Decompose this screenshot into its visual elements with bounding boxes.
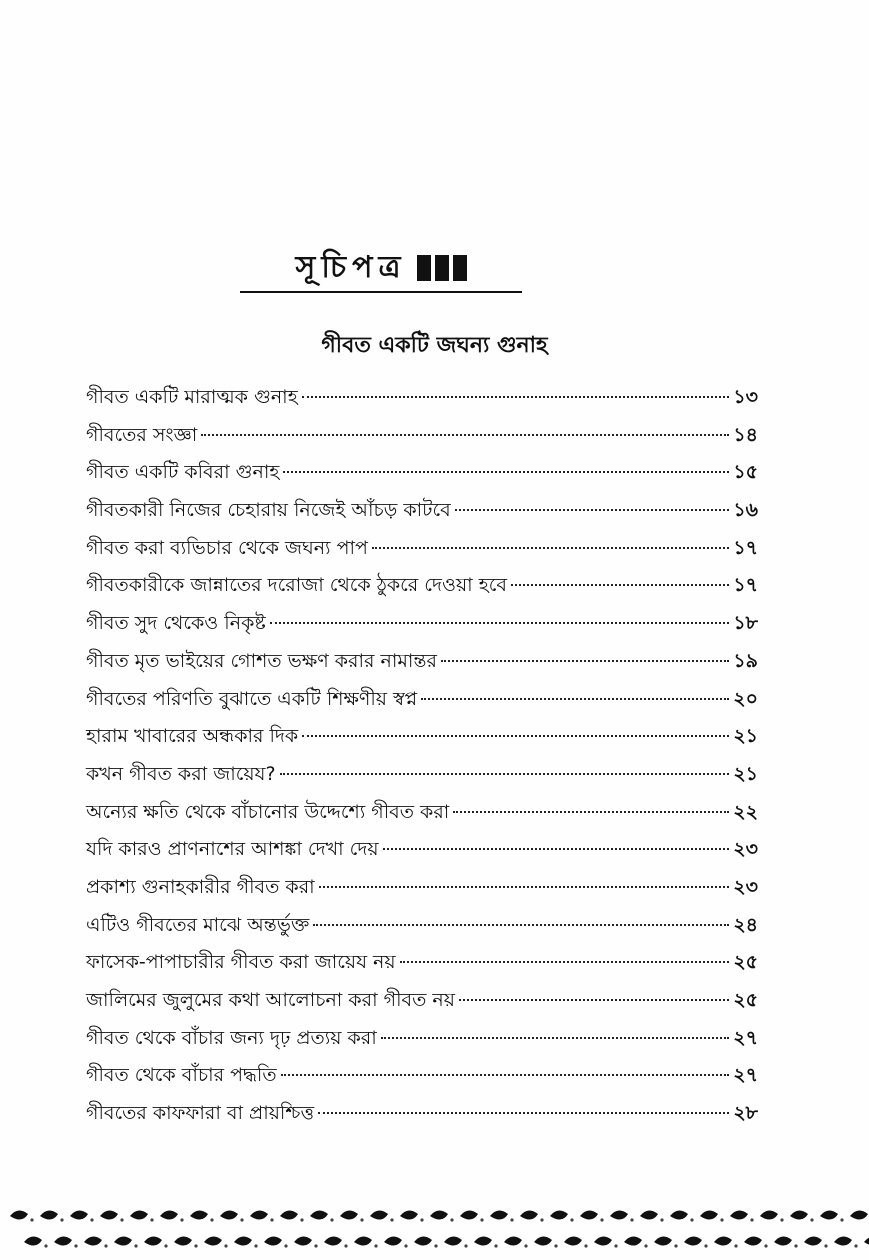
toc-entry <box>86 1098 758 1136</box>
ornament-dot <box>494 1244 497 1247</box>
ornament-leaf <box>444 1236 462 1245</box>
ornament-dot <box>464 1244 467 1247</box>
ornament-leaf <box>354 1236 372 1245</box>
ornament-leaf <box>850 1210 868 1219</box>
page-title-text: সূচিপত্র <box>295 250 407 285</box>
ornament-leaf <box>804 1236 822 1245</box>
ornament-leaf <box>160 1210 178 1219</box>
toc-leader-dots <box>302 396 730 398</box>
ornament-dot <box>644 1244 647 1247</box>
toc-leader-dots <box>421 698 729 700</box>
ornament-leaf <box>864 1236 869 1245</box>
ornament-leaf <box>564 1236 582 1245</box>
ornament-leaf <box>474 1236 492 1245</box>
ornament-dot <box>374 1244 377 1247</box>
toc-entry-page-number: ২৫ <box>733 951 758 974</box>
ornament-dot <box>690 1218 693 1221</box>
toc-leader-dots <box>459 999 729 1001</box>
ornament-leaf <box>760 1210 778 1219</box>
ornament-dot <box>510 1218 513 1221</box>
toc-entry-page-number: ১৭ <box>733 574 758 597</box>
ornament-leaf <box>70 1210 88 1219</box>
toc-entry-page-number: ২১ <box>733 762 758 785</box>
ornament-dot <box>404 1244 407 1247</box>
ornament-dot <box>614 1244 617 1247</box>
toc-entry-label: গীবতকারী নিজের চেহারায় নিজেই আঁচড় কাটবে <box>86 499 451 522</box>
toc-leader-dots <box>383 848 730 850</box>
ornament-leaf <box>550 1210 568 1219</box>
ornament-dot <box>750 1218 753 1221</box>
ornament-dot <box>150 1218 153 1221</box>
ornament-dot <box>270 1218 273 1221</box>
toc-entry-label: হারাম খাবারের অন্ধকার দিক <box>86 725 299 748</box>
decorative-border-ornament <box>0 1196 869 1260</box>
toc-entry-label: প্রকাশ্য গুনাহকারীর গীবত করা <box>86 875 315 898</box>
ornament-dot <box>30 1218 33 1221</box>
ornament-dot <box>104 1244 107 1247</box>
toc-entry-page-number: ২৭ <box>733 1064 758 1087</box>
ornament-dot <box>600 1218 603 1221</box>
toc-entry-page-number: ১৩ <box>733 386 758 408</box>
ornament-leaf <box>204 1236 222 1245</box>
ornament-dot <box>794 1244 797 1247</box>
toc-entry-page-number: ১৪ <box>733 423 758 446</box>
toc-entry-page-number: ২৭ <box>733 1026 758 1049</box>
ornament-dot <box>360 1218 363 1221</box>
toc-leader-dots <box>372 547 729 549</box>
ornament-dot <box>44 1244 47 1247</box>
title-bar <box>453 255 467 281</box>
ornament-dot <box>674 1244 677 1247</box>
ornament-leaf <box>460 1210 478 1219</box>
ornament-leaf <box>10 1210 28 1219</box>
toc-entry-label: গীবত থেকে বাঁচার পদ্ধতি <box>86 1064 277 1087</box>
ornament-leaf <box>714 1236 732 1245</box>
ornament-leaf <box>324 1236 342 1245</box>
ornament-leaf <box>594 1236 612 1245</box>
ornament-leaf <box>24 1236 42 1245</box>
ornament-dot <box>434 1244 437 1247</box>
ornament-dot <box>240 1218 243 1221</box>
ornament-leaf <box>430 1210 448 1219</box>
ornament-leaf <box>640 1210 658 1219</box>
toc-entry-label: গীবতের সংজ্ঞা <box>86 423 198 446</box>
toc-entry-page-number: ২০ <box>733 687 758 710</box>
toc-entry <box>86 947 758 985</box>
toc-leader-dots <box>319 886 730 888</box>
ornament-leaf <box>264 1236 282 1245</box>
ornament-dot <box>824 1244 827 1247</box>
toc-entry <box>86 533 758 571</box>
toc-entry <box>86 684 758 722</box>
ornament-leaf <box>520 1210 538 1219</box>
ornament-leaf <box>234 1236 252 1245</box>
title-bars-ornament <box>417 255 467 281</box>
ornament-leaf <box>220 1210 238 1219</box>
toc-entry-label: গীবত থেকে বাঁচার জন্য দৃঢ় প্রত্যয় করা <box>86 1026 377 1049</box>
toc-leader-dots <box>453 811 729 813</box>
ornament-leaf <box>340 1210 358 1219</box>
ornament-dot <box>420 1218 423 1221</box>
ornament-dot <box>764 1244 767 1247</box>
toc-entry <box>86 420 758 458</box>
ornament-leaf <box>114 1236 132 1245</box>
ornament-leaf <box>654 1236 672 1245</box>
toc-entry <box>86 797 758 835</box>
ornament-dot <box>704 1244 707 1247</box>
toc-entry-label: গীবত একটি মারাত্মক গুনাহ <box>86 386 298 408</box>
toc-entry <box>86 495 758 533</box>
ornament-dot <box>180 1218 183 1221</box>
ornament-leaf <box>790 1210 808 1219</box>
toc-entry-page-number: ১৬ <box>733 499 758 522</box>
ornament-dot <box>630 1218 633 1221</box>
ornament-dot <box>390 1218 393 1221</box>
toc-leader-dots <box>283 471 729 473</box>
ornament-dot <box>210 1218 213 1221</box>
ornament-leaf <box>624 1236 642 1245</box>
title-bar <box>435 255 449 281</box>
ornament-dot <box>540 1218 543 1221</box>
ornament-dot <box>90 1218 93 1221</box>
toc-entry-label: গীবত একটি কবিরা গুনাহ <box>86 461 280 484</box>
ornament-leaf <box>774 1236 792 1245</box>
ornament-dot <box>254 1244 257 1247</box>
toc-leader-dots <box>455 509 730 511</box>
ornament-leaf <box>700 1210 718 1219</box>
toc-leader-dots <box>270 622 730 624</box>
toc-entry-label: জালিমের জুলুমের কথা আলোচনা করা গীবত নয় <box>86 989 455 1011</box>
ornament-leaf <box>310 1210 328 1219</box>
toc-entry-label: কখন গীবত করা জায়েয? <box>86 762 276 785</box>
ornament-leaf <box>834 1236 852 1245</box>
ornament-leaf <box>144 1236 162 1245</box>
toc-entry <box>86 721 758 759</box>
ornament-leaf <box>504 1236 522 1245</box>
ornament-dot <box>554 1244 557 1247</box>
toc-entry-label: এটিও গীবতের মাঝে অন্তর্ভুক্ত <box>86 913 310 936</box>
section-heading: গীবত একটি জঘন্য গুনাহ <box>321 333 548 358</box>
title-bar <box>417 255 431 281</box>
ornament-leaf <box>580 1210 598 1219</box>
ornament-dot <box>300 1218 303 1221</box>
toc-entry-page-number: ১৭ <box>733 536 758 559</box>
ornament-leaf <box>820 1210 838 1219</box>
ornament-dot <box>314 1244 317 1247</box>
toc-entry <box>86 646 758 684</box>
ornament-leaf <box>370 1210 388 1219</box>
toc-entry <box>86 985 758 1023</box>
ornament-leaf <box>54 1236 72 1245</box>
toc-entry-page-number: ১৯ <box>733 649 758 672</box>
toc-entry-label: অন্যের ক্ষতি থেকে বাঁচানোর উদ্দেশ্যে গীবত করা <box>86 800 450 823</box>
toc-entry <box>86 570 758 608</box>
ornament-leaf <box>490 1210 508 1219</box>
ornament-dot <box>720 1218 723 1221</box>
ornament-leaf <box>400 1210 418 1219</box>
toc-entry-page-number: ২৩ <box>733 838 758 861</box>
ornament-dot <box>284 1244 287 1247</box>
ornament-dot <box>120 1218 123 1221</box>
toc-entry <box>86 457 758 495</box>
title-block <box>240 248 522 288</box>
title-underline <box>240 291 522 293</box>
ornament-dot <box>854 1244 857 1247</box>
toc-entry <box>86 382 758 420</box>
toc-entry-label: গীবতের কাফফারা বা প্রায়শ্চিত্ত <box>86 1102 315 1125</box>
toc-leader-dots <box>381 1037 730 1039</box>
toc-leader-dots <box>400 961 730 963</box>
toc-leader-dots <box>511 584 729 586</box>
toc-entry-label: ফাসেক-পাপাচারীর গীবত করা জায়েয নয় <box>86 951 396 974</box>
ornament-dot <box>480 1218 483 1221</box>
toc-entry-page-number: ২৩ <box>733 875 758 898</box>
ornament-leaf <box>280 1210 298 1219</box>
toc-leader-dots <box>313 924 729 926</box>
ornament-leaf <box>130 1210 148 1219</box>
ornament-leaf <box>84 1236 102 1245</box>
ornament-leaf <box>250 1210 268 1219</box>
ornament-dot <box>224 1244 227 1247</box>
ornament-leaf <box>384 1236 402 1245</box>
ornament-dot <box>134 1244 137 1247</box>
ornament-leaf <box>294 1236 312 1245</box>
ornament-dot <box>840 1218 843 1221</box>
ornament-dot <box>570 1218 573 1221</box>
toc-entry-label: গীবতের পরিণতি বুঝাতে একটি শিক্ষণীয় স্বপ্ন <box>86 687 418 710</box>
toc-leader-dots <box>441 660 729 662</box>
ornament-leaf <box>670 1210 688 1219</box>
ornament-leaf <box>100 1210 118 1219</box>
ornament-leaf <box>40 1210 58 1219</box>
ornament-leaf <box>684 1236 702 1245</box>
toc-leader-dots <box>281 1074 730 1076</box>
ornament-dot <box>330 1218 333 1221</box>
toc-entry-label: যদি কারও প্রাণনাশের আশঙ্কা দেখা দেয় <box>86 838 379 861</box>
toc-entry-label: গীবত মৃত ভাইয়ের গোশত ভক্ষণ করার নামান্তর <box>86 649 437 672</box>
toc-entry-label: গীবতকারীকে জান্নাতের দরোজা থেকে ঠুকরে দেওয়া হবে <box>86 574 507 597</box>
toc-entry-page-number: ২২ <box>733 800 758 823</box>
toc-entry-page-number: ২৮ <box>733 1102 758 1125</box>
ornament-dot <box>194 1244 197 1247</box>
toc-leader-dots <box>280 773 730 775</box>
ornament-dot <box>344 1244 347 1247</box>
ornament-leaf <box>744 1236 762 1245</box>
ornament-dot <box>660 1218 663 1221</box>
ornament-leaf <box>610 1210 628 1219</box>
ornament-dot <box>584 1244 587 1247</box>
toc-entry <box>86 1023 758 1061</box>
toc-leader-dots <box>302 735 729 737</box>
ornament-dot <box>810 1218 813 1221</box>
toc-entry <box>86 910 758 948</box>
page-title <box>296 248 467 288</box>
ornament-dot <box>450 1218 453 1221</box>
ornament-dot <box>734 1244 737 1247</box>
ornament-dot <box>524 1244 527 1247</box>
toc-leader-dots <box>201 434 729 436</box>
toc-entry <box>86 759 758 797</box>
ornament-dot <box>780 1218 783 1221</box>
toc-entry-page-number: ২৪ <box>733 913 758 936</box>
table-of-contents <box>86 382 758 1136</box>
toc-entry-page-number: ২৫ <box>733 989 758 1011</box>
toc-entry <box>86 1060 758 1098</box>
ornament-leaf <box>414 1236 432 1245</box>
ornament-leaf <box>174 1236 192 1245</box>
toc-entry-label: গীবত করা ব্যভিচার থেকে জঘন্য পাপ <box>86 536 368 559</box>
toc-entry-label: গীবত সুদ থেকেও নিকৃষ্ট <box>86 612 266 635</box>
ornament-dot <box>60 1218 63 1221</box>
toc-entry-page-number: ২১ <box>733 725 758 748</box>
ornament-dot <box>74 1244 77 1247</box>
toc-entry <box>86 834 758 872</box>
ornament-leaf <box>730 1210 748 1219</box>
toc-entry <box>86 872 758 910</box>
toc-entry <box>86 608 758 646</box>
ornament-dot <box>164 1244 167 1247</box>
ornament-leaf <box>534 1236 552 1245</box>
ornament-leaf <box>190 1210 208 1219</box>
toc-entry-page-number: ১৮ <box>733 612 758 635</box>
toc-leader-dots <box>318 1112 729 1114</box>
toc-entry-page-number: ১৫ <box>733 461 758 484</box>
